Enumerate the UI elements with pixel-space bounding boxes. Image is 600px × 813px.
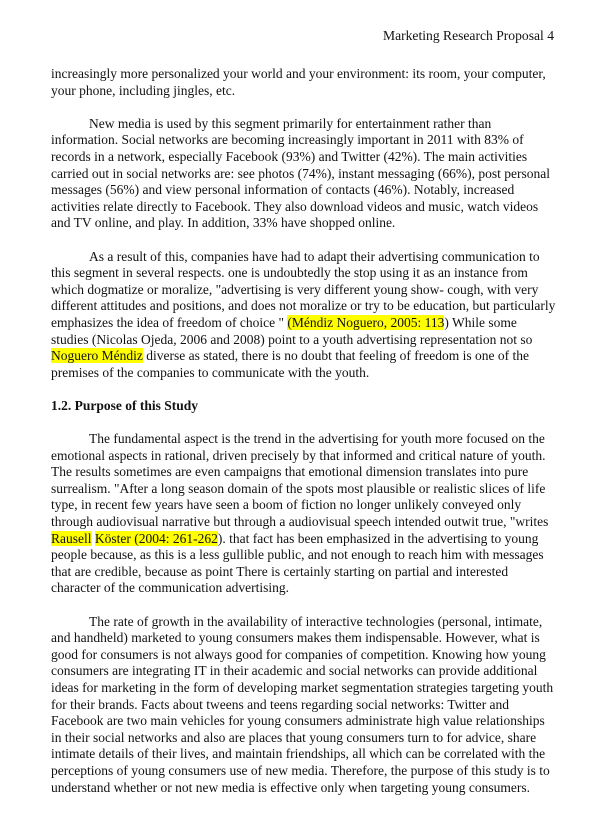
running-header: Marketing Research Proposal 4 [382,28,554,43]
highlighted-citation: Rausell [51,530,92,546]
section-heading: 1.2. Purpose of this Study [51,397,199,413]
text-run: The fundamental aspect is the trend in the advertising for youth more focused on the emotional aspects in rational, driven precisely by that informed and critical nature of youth. The results sometimes are even campaigns that emotional dimension translates into pure surrealism. "After a long season domain of the spots most plausible or realistic slices of life type, in recent few years have seen a boom of fiction no longer unlikely conveyed only through audiovisual narrative but through a audiovisual speech intended outwit true, "writes [51,431,549,530]
text-run: ). that fact has been emphasized in the advertising to young people because, as this is a less gullible public, and not enough to reach him with messages that are credible, because as point There is certainly starting on partial and interested character of the communication advertising. [51,530,544,596]
paragraph-fundamental-aspect [51,431,556,597]
paragraph-new-media: New media is used by this segment primarily for entertainment rather than information. Social networks are becoming increasingly important in 2011 with 83% of records in a network, especially Facebook (93%) and Twitter (42%). The main activities carried out in social networks are: see photos (74%), instant messaging (66%), post personal messages (56%) and view personal information of contacts (46%). Notably, increased activities relate directly to Facebook. They also download videos and music, watch videos and TV online, and play. In addition, 33% have shopped online. [51,115,550,231]
document-body [51,66,556,813]
text-run: ) While some studies (Nicolas Ojeda, 2006 and 2008) point to a youth advertising representation not so [51,314,533,347]
text-run: diverse as stated, there is no doubt that feeling of freedom is one of the premises of the companies to communicate with the youth. [51,348,529,380]
text-run: As a result of this, companies have had to adapt their advertising communication to this segment in several respects. one is undoubtedly the stop using it as an instance from which dogmatize or moralize, "advertising is very different young show- cough, with very different attitudes and positions, and does not moralize or try to be education, but particularly emphasizes the idea of freedom of choice " [51,248,556,330]
paragraph-advertising-adaptation [51,249,556,382]
highlighted-citation: Köster (2004: 261-262 [94,530,218,546]
paragraph-growth-rate: The rate of growth in the availability of interactive technologies (personal, intimate, and handheld) marketed to young consumers makes them indispensable. However, what is good for consumers is not always good for companies of competition. Knowing how young consumers are integrating IT in their academic and social networks can provide additional ideas for marketing in the form of developing market segmentation strategies targeting youth for their brands. Facts about tweens and teens regarding social networks: Twitter and Facebook are two main vehicles for young consumers administrate high value relationships in their social networks and also are places that young consumers turn to for advice, share intimate details of their lives, and maintain friendships, all which can be correlated with the perceptions of young consumers use of new media. Therefore, the purpose of this study is to understand whether or not new media is effective only when targeting young consumers. [51,613,554,795]
paragraph-continuation: increasingly more personalized your world and your environment: its room, your computer, your phone, including jingles, etc. [51,66,546,98]
highlighted-citation: (Méndiz Noguero, 2005: 113 [287,314,445,330]
highlighted-citation: Noguero Méndiz [51,348,143,364]
